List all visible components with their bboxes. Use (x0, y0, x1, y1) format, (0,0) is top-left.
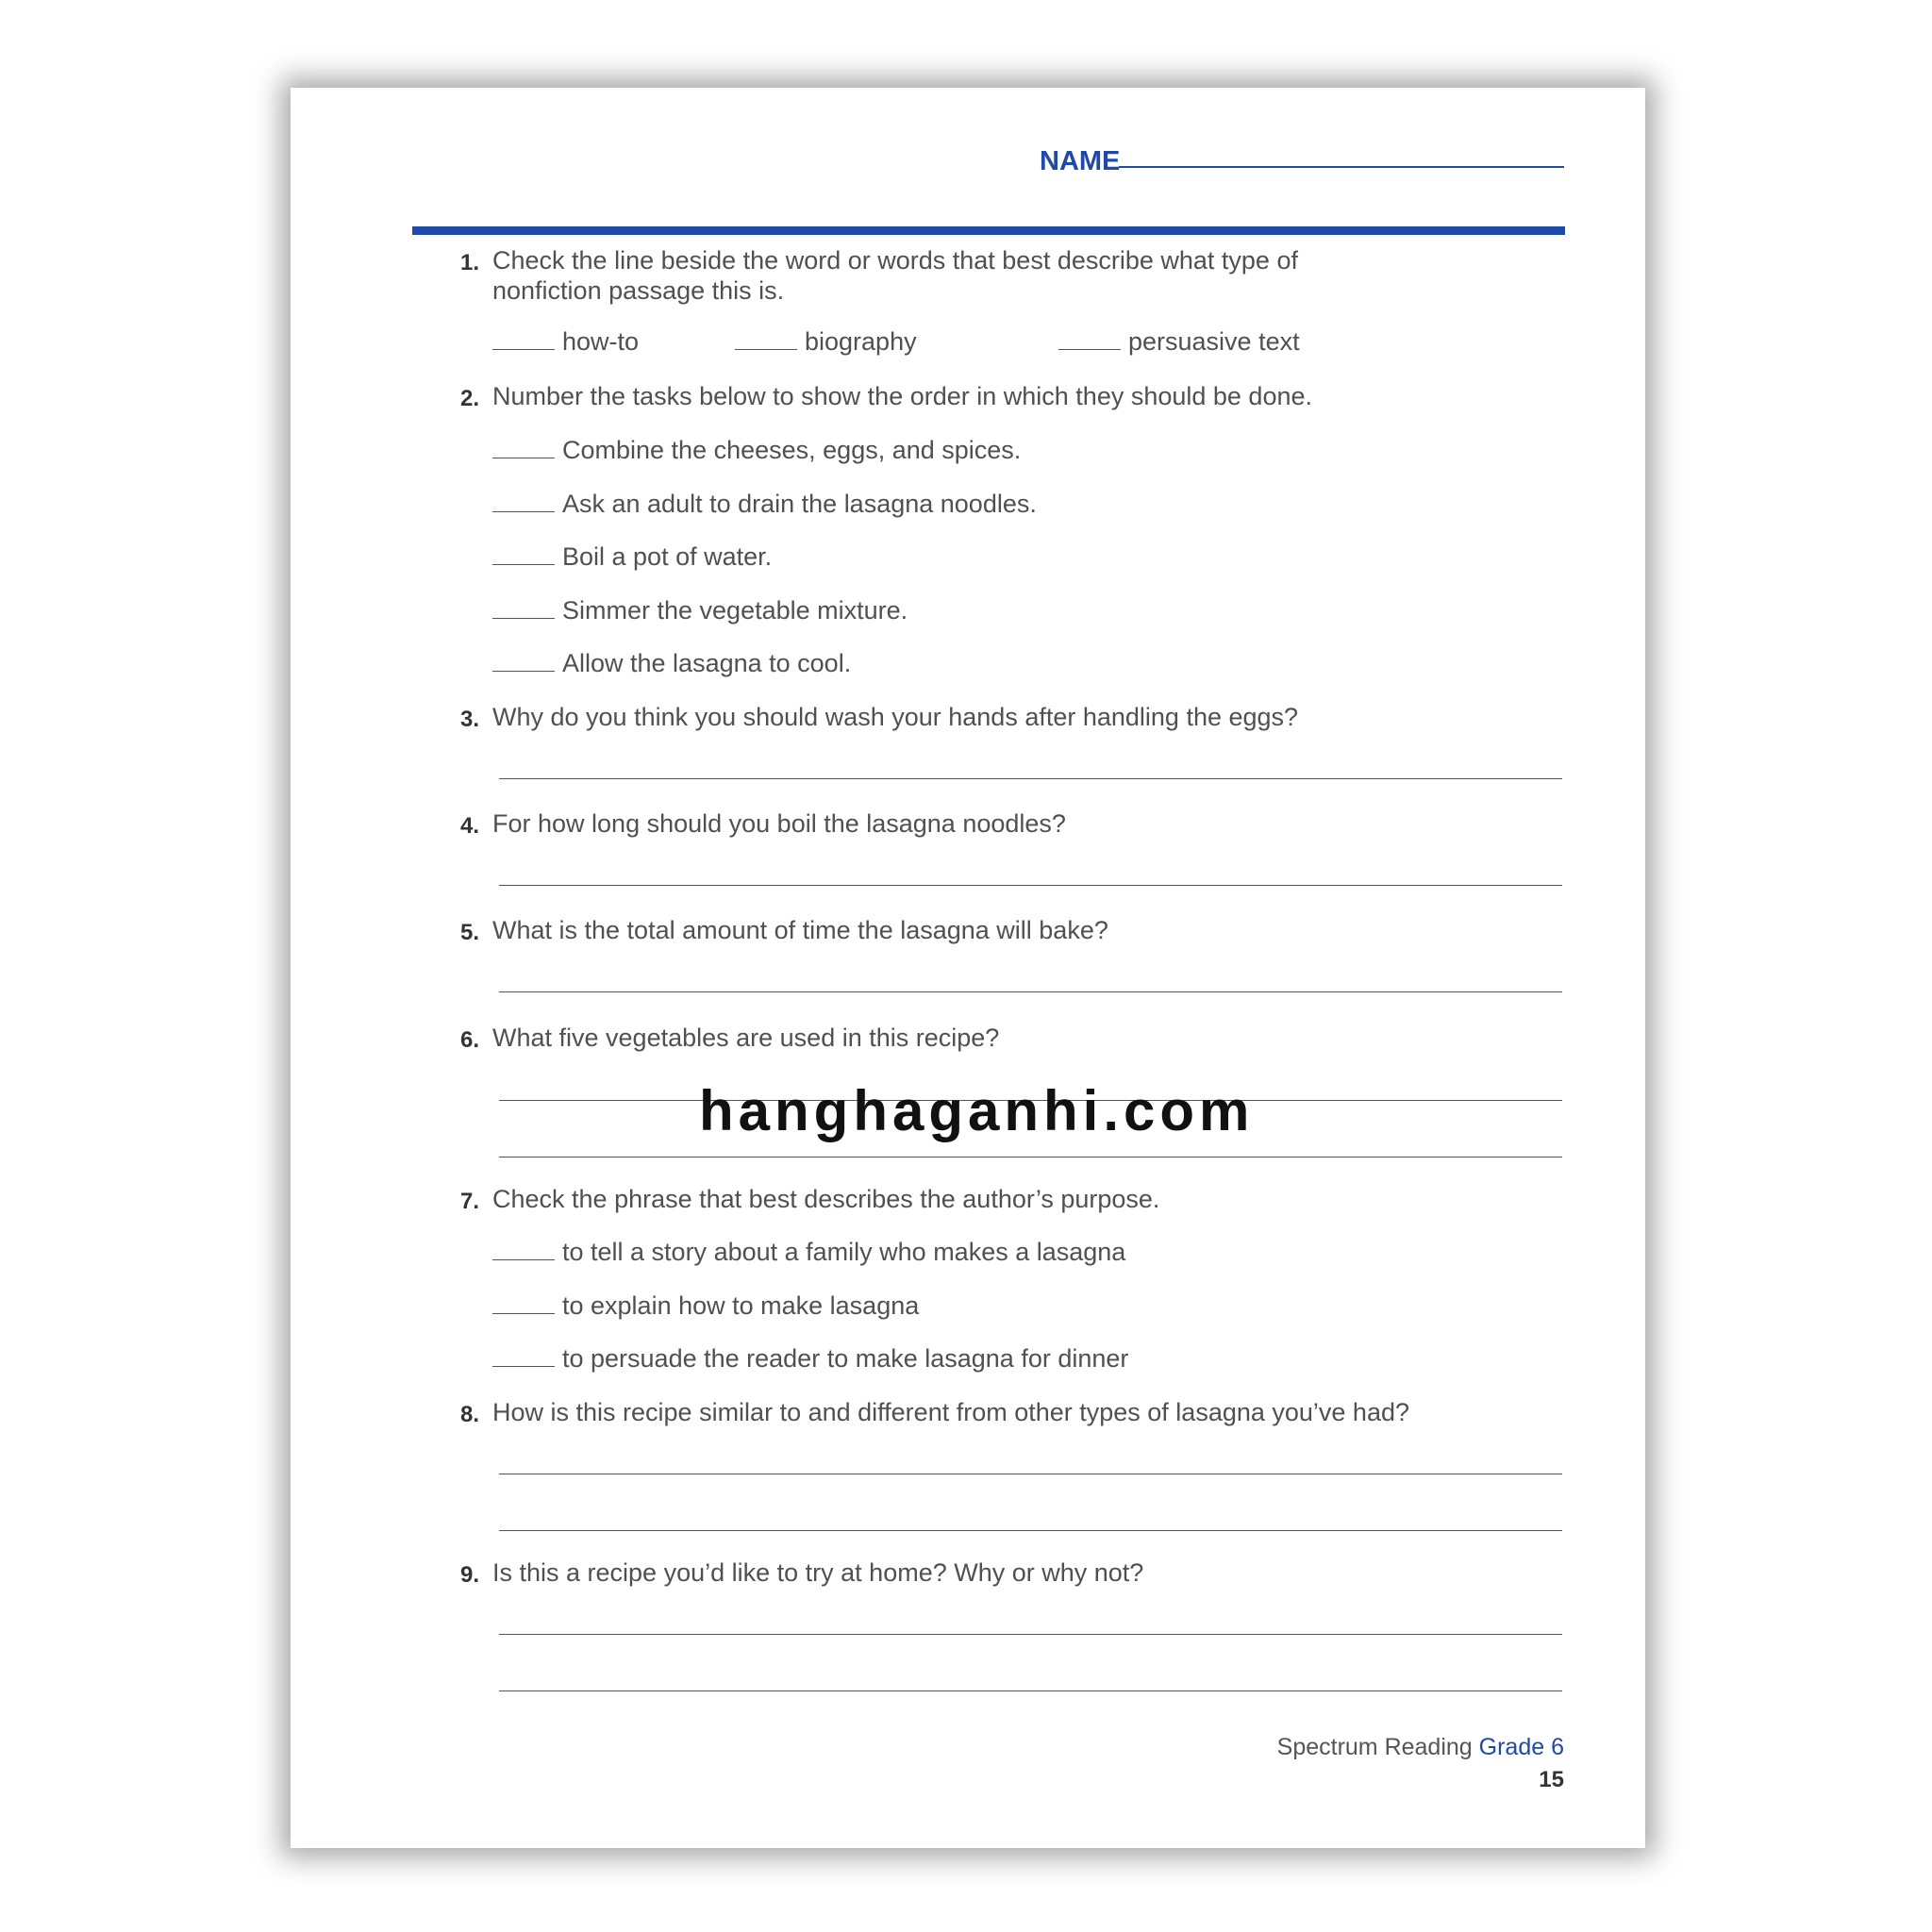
task-item[interactable]: Allow the lasagna to cool. (492, 649, 851, 678)
task-item[interactable]: Simmer the vegetable mixture. (492, 596, 908, 625)
question-number: 8. (460, 1402, 480, 1427)
answer-blank[interactable] (492, 1313, 555, 1314)
answer-blank[interactable] (492, 511, 555, 512)
answer-line[interactable] (499, 778, 1562, 779)
question-number: 3. (460, 707, 480, 732)
answer-blank[interactable] (735, 349, 797, 350)
option-how-to[interactable]: how-to (492, 327, 639, 357)
watermark: hanghaganhi.com (699, 1079, 1255, 1142)
question-number: 7. (460, 1189, 480, 1214)
question-text: Is this a recipe you’d like to try at home? Why or why not? (492, 1558, 1144, 1587)
purpose-option[interactable]: to persuade the reader to make lasagna for dinner (492, 1344, 1128, 1374)
answer-blank[interactable] (492, 671, 555, 672)
name-label: NAME (1040, 146, 1121, 176)
answer-line[interactable] (499, 1157, 1562, 1158)
question-text: Check the line beside the word or words that best describe what type of (492, 246, 1298, 275)
question-text: nonfiction passage this is. (492, 276, 785, 305)
answer-line[interactable] (499, 991, 1562, 992)
option-biography[interactable]: biography (735, 327, 917, 357)
answer-blank[interactable] (1058, 349, 1121, 350)
question-number: 5. (460, 920, 480, 945)
answer-blank[interactable] (492, 1366, 555, 1367)
answer-blank[interactable] (492, 1259, 555, 1260)
answer-blank[interactable] (492, 564, 555, 565)
question-number: 9. (460, 1562, 480, 1588)
question-text: For how long should you boil the lasagna noodles? (492, 809, 1066, 838)
answer-line[interactable] (499, 1634, 1562, 1635)
answer-line[interactable] (499, 1690, 1562, 1691)
book-title: Spectrum Reading Grade 6 (1276, 1734, 1564, 1760)
question-text: Number the tasks below to show the order in which they should be done. (492, 382, 1312, 410)
question-text: How is this recipe similar to and different from other types of lasagna you’ve had? (492, 1398, 1409, 1426)
answer-blank[interactable] (492, 349, 555, 350)
purpose-option[interactable]: to explain how to make lasagna (492, 1291, 919, 1321)
purpose-option[interactable]: to tell a story about a family who makes a lasagna (492, 1238, 1125, 1267)
option-persuasive-text[interactable]: persuasive text (1058, 327, 1300, 357)
question-number: 2. (460, 386, 480, 411)
question-number: 6. (460, 1027, 480, 1053)
question-number: 4. (460, 813, 480, 839)
name-field[interactable] (1119, 166, 1564, 168)
answer-line[interactable] (499, 1530, 1562, 1531)
task-item[interactable]: Ask an adult to drain the lasagna noodles. (492, 490, 1037, 519)
question-text: Why do you think you should wash your hands after handling the eggs? (492, 703, 1299, 731)
header-rule (412, 226, 1565, 235)
question-text: Check the phrase that best describes the author’s purpose. (492, 1185, 1160, 1213)
page-number: 15 (1539, 1767, 1564, 1792)
answer-line[interactable] (499, 885, 1562, 886)
answer-blank[interactable] (492, 618, 555, 619)
question-text: What five vegetables are used in this recipe? (492, 1024, 1000, 1052)
question-number: 1. (460, 250, 480, 275)
task-item[interactable]: Combine the cheeses, eggs, and spices. (492, 436, 1021, 465)
worksheet-page (291, 88, 1645, 1848)
task-item[interactable]: Boil a pot of water. (492, 542, 772, 572)
question-text: What is the total amount of time the lasagna will bake? (492, 916, 1108, 944)
